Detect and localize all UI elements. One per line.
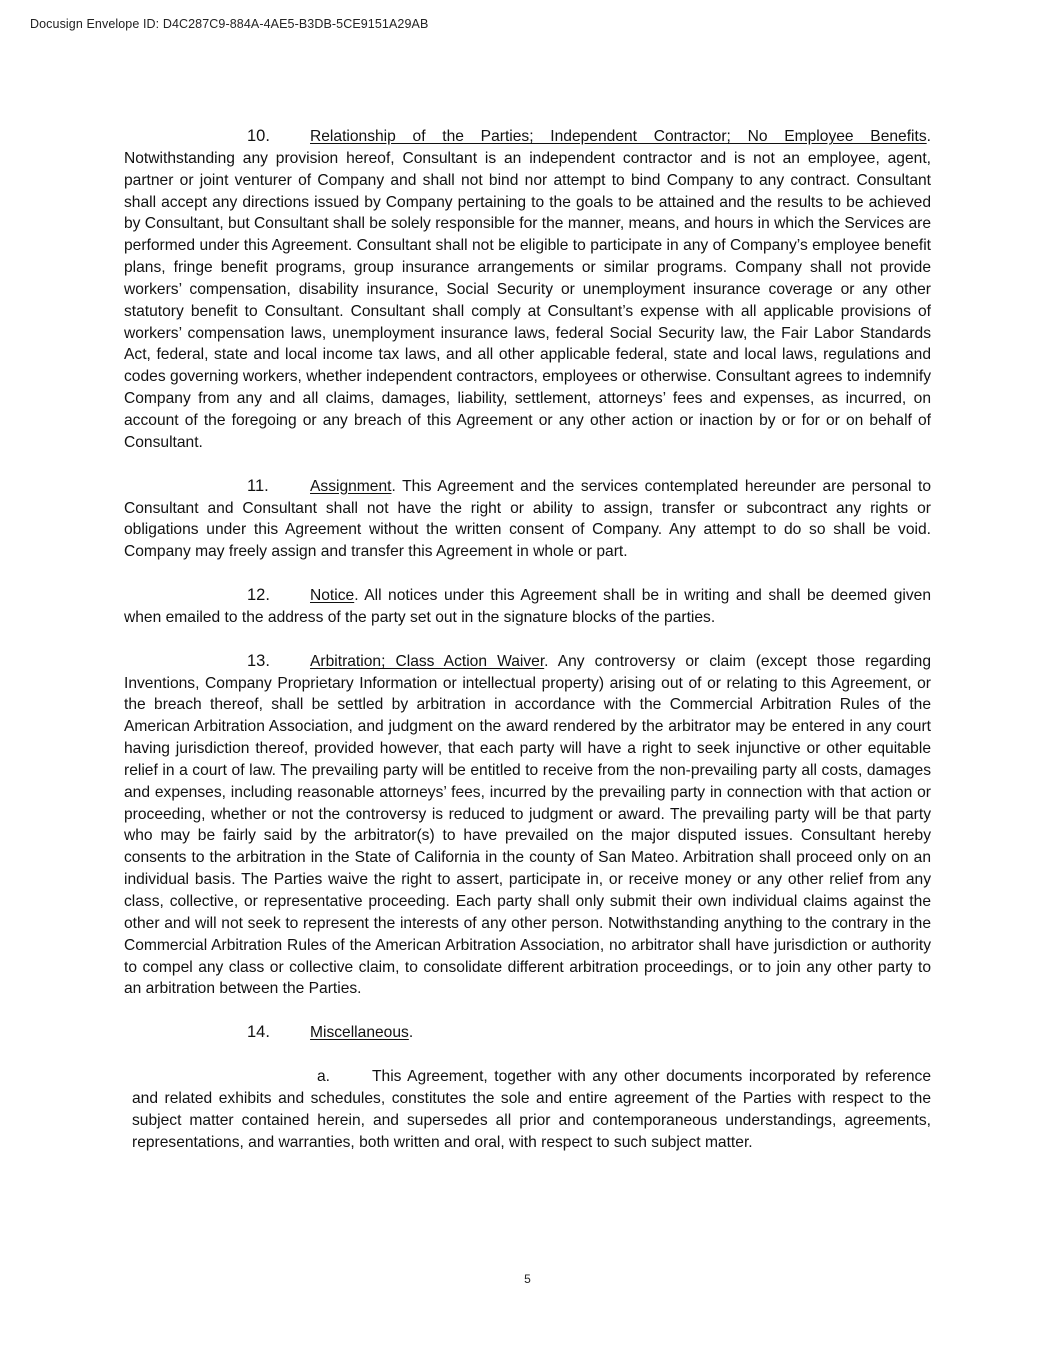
section-text: . [408,1024,414,1042]
section-text: . Any controversy or claim (except those regarding Inventions, Company Proprietary Information or intellectual property) arising out of or relating to this Agreement, or the breach thereof, shall be settled by arbitration in accordance with the Commercial Arbitration Rules of the American Arbitration Association, and judgment on the award rendered by the arbitrator may be entered in any court having jurisdiction thereof, provided however, that each party will have a right to seek injunctive or other equitable relief in a court of law. The prevailing party will be entitled to receive from the non-prevailing party all costs, damages and expenses, including reasonable attorneys’ fees, incurred by the prevailing party in connection with that action or proceeding, whether or not the controversy is reduced to judgment or award. The prevailing party will be that party who may be fairly said by the arbitrator(s) to have prevailed on the major disputed issues. Consultant hereby consents to the arbitration in the State of California in the county of San Mateo. Arbitration shall proceed only on an individual basis. The Parties waive the right to assert, participate in, or receive money or any other relief from any class, collective, or representative proceeding. Each party shall only submit their own individual claims against the other and will not seek to represent the interests of any other person. Notwithstanding anything to the contrary in the Commercial Arbitration Rules of the American Arbitration Association, no arbitrator shall have jurisdiction or authority to compel any class or collective claim, to consolidate different arbitration proceedings, or to join any other party to an arbitration between the Parties. [124,652,932,998]
section-heading: Miscellaneous [310,1024,409,1042]
section-number: 12. [247,586,270,605]
section-heading: Assignment [310,477,392,495]
page-number: 5 [524,1272,531,1286]
subsection-text: This Agreement, together with any other documents incorporated by reference and related exhibits and schedules, constitutes the sole and entire agreement of the Parties with respect to the subject matter contained herein, and supersedes all prior and contemporaneous understandings, agreements, representations, and warranties, both written and oral, with respect to such subject matter. [132,1068,931,1151]
section-number: 10. [247,127,270,145]
section-text: . This Agreement and the services contemplated hereunder are personal to Consultant and Consultant shall not have the right or ability to assign, transfer or subcontract any rights or obligations under this Agreement without the written consent of Company. Any attempt to do so shall be void. Company may freely assign and transfer this Agreement in whole or part. [124,477,931,561]
section-11 [124,476,931,563]
section-13 [124,651,931,1001]
section-14 [124,1022,931,1044]
subsection-letter: a. [317,1068,331,1086]
section-heading: Relationship of the Parties; Independent Contractor; No Employee Benefits [310,128,927,145]
envelope-id: Docusign Envelope ID: D4C287C9-884A-4AE5-B3DB-5CE9151A29AB [30,17,429,31]
section-number: 11. [247,476,269,495]
section-text: . Notwithstanding any provision hereof, Consultant is an independent contractor and is not an employee, agent, partner or joint venturer of Company and shall not bind nor attempt to bind Company to any contract. Consultant shall accept any directions issued by Company pertaining to the goals to be attained and the results to be achieved by Consultant, but Consultant shall be solely responsible for the manner, means, and hours in which the Services are performed under this Agreement. Consultant shall not be eligible to participate in any of Company’s employee benefit plans, fringe benefit programs, group insurance arrangements or similar programs. Company shall not provide workers’ compensation, disability insurance, Social Security or unemployment insurance coverage or any other statutory benefit to Consultant. Consultant shall comply at Consultant’s expense with all applicable provisions of workers’ compensation laws, unemployment insurance laws, federal Social Security law, the Fair Labor Standards Act, federal, state and local income tax laws, and all other applicable federal, state and local laws, regulations and codes governing workers, whether independent contractors, employees or otherwise. Consultant agrees to indemnify Company from any and all claims, damages, liability, settlement, attorneys’ fees and expenses, as incurred, on account of the foregoing or any breach of this Agreement or any other action or inaction by or for or on behalf of Consultant. [124,128,931,451]
section-10 [124,126,931,454]
section-number: 13. [247,651,270,670]
section-heading: Notice [310,587,355,605]
subsection-a [132,1066,931,1153]
section-heading: Arbitration; Class Action Waiver [310,652,545,670]
section-text: . All notices under this Agreement shall be in writing and shall be deemed given when emailed to the address of the party set out in the signature blocks of the parties. [124,587,931,626]
section-12 [124,585,931,629]
section-number: 14. [247,1023,270,1042]
document-body [124,126,931,1153]
